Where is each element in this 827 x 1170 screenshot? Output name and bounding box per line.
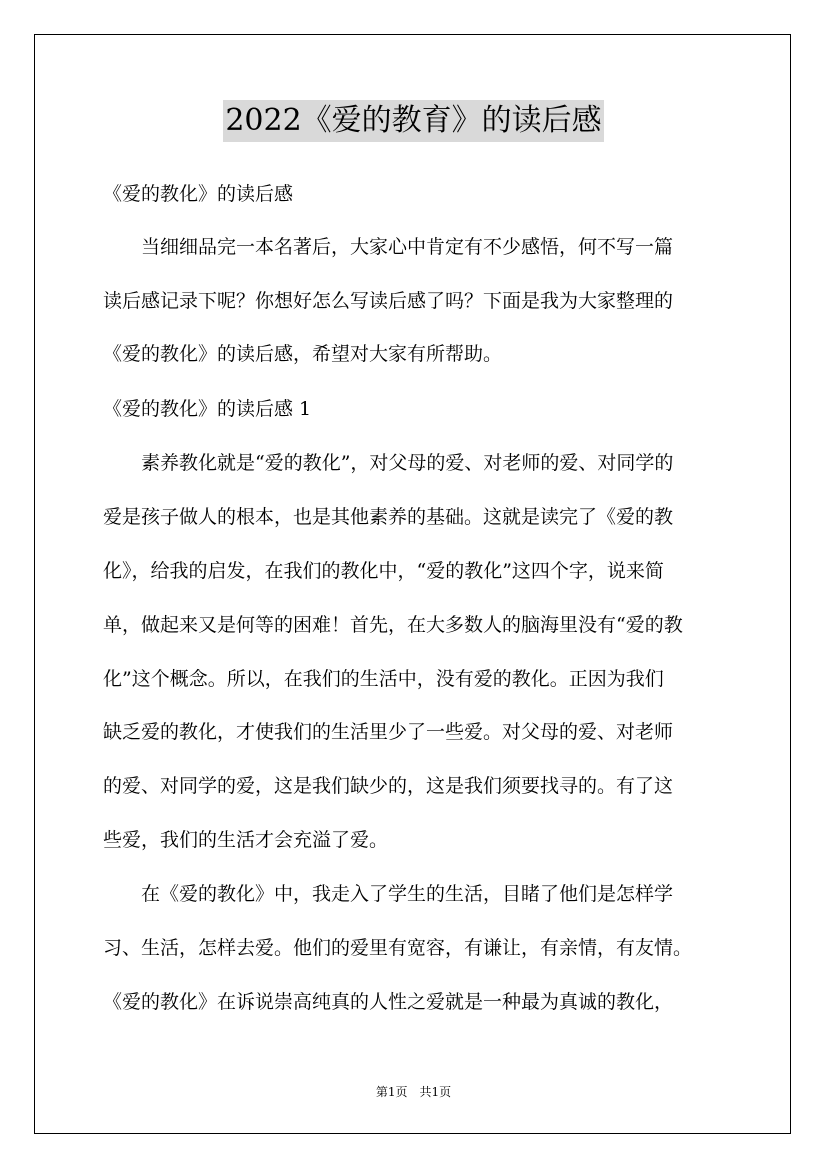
text-line: 的爱、对同学的爱，这是我们缺少的，这是我们须要找寻的。有了这: [103, 775, 674, 797]
page-footer: 第1页 共1页: [375, 1085, 452, 1099]
title-wrap: [0, 100, 827, 142]
text-line: 当细细品完一本名著后，大家心中肯定有不少感悟，何不写一篇: [103, 236, 674, 258]
text-line: 化》，给我的启发，在我们的教化中，“爱的教化”这四个字，说来简: [103, 560, 664, 582]
document-title: 2022《爱的教育》的读后感: [223, 100, 603, 142]
text-line: 在《爱的教化》中，我走入了学生的生活，目睹了他们是怎样学: [103, 883, 674, 905]
text-line: 《爱的教化》的读后感 1: [103, 398, 312, 420]
text-line: 单，做起来又是何等的困难！首先，在大多数人的脑海里没有“爱的教: [103, 614, 683, 636]
text-line: 《爱的教化》在诉说崇高纯真的人性之爱就是一种最为真诚的教化，: [103, 991, 674, 1013]
text-line: 《爱的教化》的读后感，希望对大家有所帮助。: [103, 343, 503, 365]
text-line: 化”这个概念。所以，在我们的生活中，没有爱的教化。正因为我们: [103, 668, 664, 690]
text-line: 些爱，我们的生活才会充溢了爱。: [103, 829, 389, 851]
text-line: 爱是孩子做人的根本，也是其他素养的基础。这就是读完了《爱的教: [103, 506, 674, 528]
text-line: 《爱的教化》的读后感: [103, 183, 294, 205]
text-line: 素养教化就是“爱的教化”，对父母的爱、对老师的爱、对同学的: [103, 452, 674, 474]
text-line: 读后感记录下呢？你想好怎么写读后感了吗？下面是我为大家整理的: [103, 290, 674, 312]
text-line: 缺乏爱的教化，才使我们的生活里少了一些爱。对父母的爱、对老师: [103, 721, 674, 743]
text-line: 习、生活，怎样去爱。他们的爱里有宽容，有谦让，有亲情，有友情。: [103, 937, 693, 959]
